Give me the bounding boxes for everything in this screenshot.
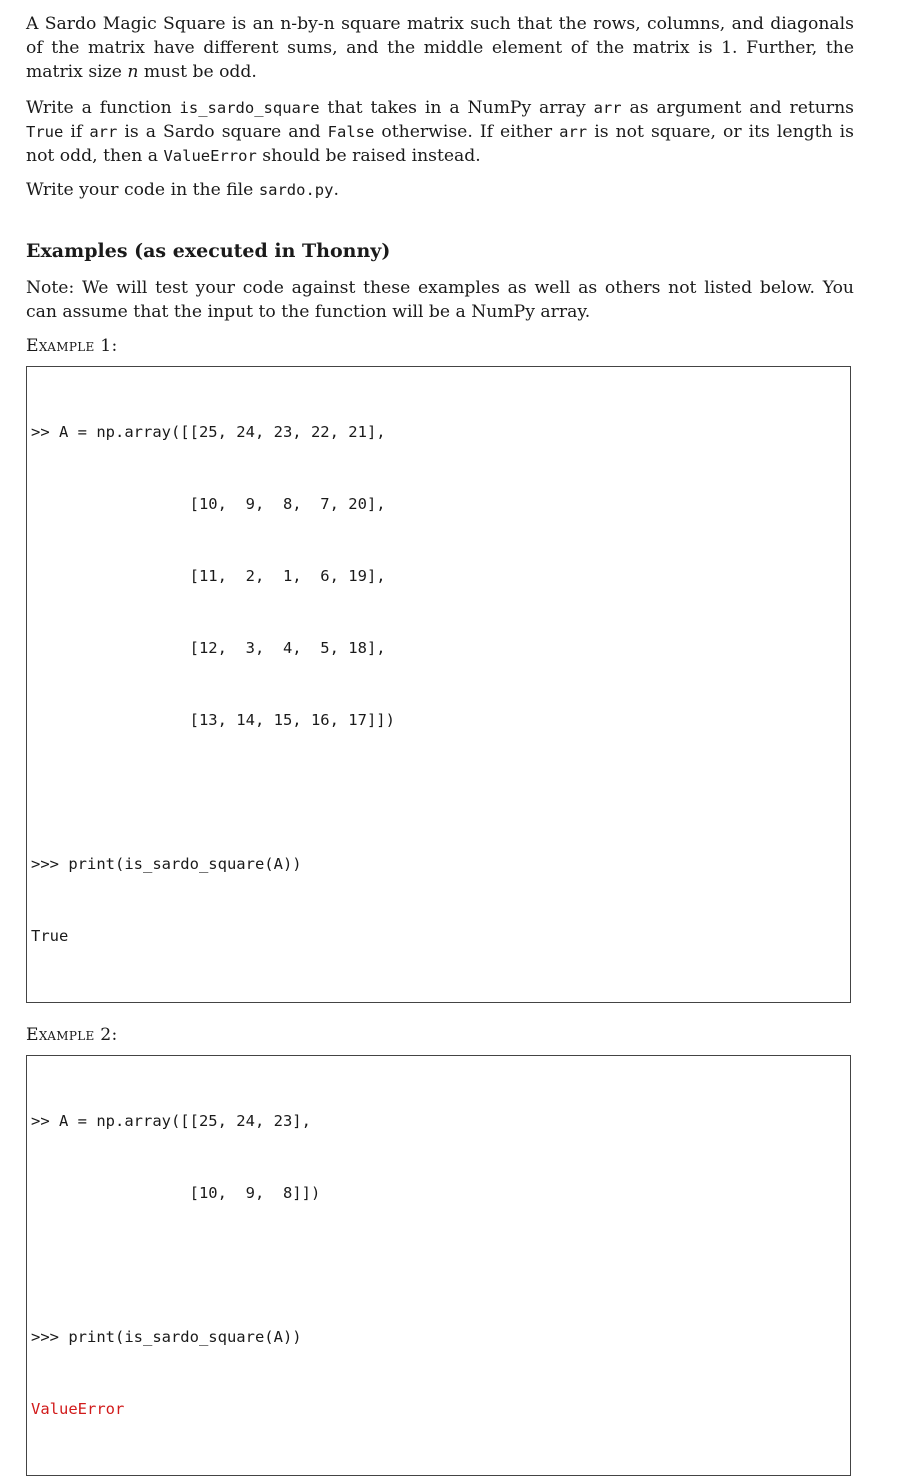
example-2-code-block (26, 1055, 851, 1476)
example-1-code-block (26, 366, 851, 1003)
file-instruction: Write your code in the file sardo.py. (26, 180, 339, 200)
code-line: [12, 3, 4, 5, 18], (31, 639, 386, 657)
examples-heading: Examples (as executed in Thonny) (26, 240, 391, 262)
code-line: [13, 14, 15, 16, 17]]) (31, 711, 395, 729)
example-1-label: Example 1: (26, 336, 118, 356)
examples-note: Note: We will test your code against these examples as well as others not listed below. You can assume that the input to the function will be a NumPy array. (26, 278, 854, 322)
code-line: >> A = np.array([[25, 24, 23, 22, 21], (31, 423, 386, 441)
arg-arr: arr (593, 99, 622, 117)
return-false: False (327, 123, 375, 141)
code-call-line: >>> print(is_sardo_square(A)) (31, 1328, 302, 1346)
file-name: sardo.py (258, 181, 334, 199)
blank-line (31, 780, 850, 804)
arg-arr: arr (89, 123, 118, 141)
arg-arr: arr (559, 123, 588, 141)
code-output: True (31, 927, 69, 945)
code-call-line: >>> print(is_sardo_square(A)) (31, 855, 302, 873)
intro-paragraph (26, 12, 854, 84)
value-error: ValueError (163, 147, 257, 165)
return-true: True (26, 123, 64, 141)
code-line: >> A = np.array([[25, 24, 23], (31, 1112, 311, 1130)
code-line: [10, 9, 8]]) (31, 1184, 321, 1202)
blank-line (31, 1253, 850, 1277)
code-line: [11, 2, 1, 6, 19], (31, 567, 386, 585)
intro-text-end: must be odd. (138, 62, 257, 82)
code-line: [10, 9, 8, 7, 20], (31, 495, 386, 513)
function-name: is_sardo_square (179, 99, 320, 117)
example-2-label: Example 2: (26, 1025, 118, 1045)
function-description: Write a function is_sardo_square that takes in a NumPy array arr as argument and returns True if arr is a Sardo square and False otherwise. If either arr is not square, or its length is not odd, then a ValueError should be raised instead. (26, 98, 855, 166)
problem-statement (26, 8, 854, 1476)
intro-text: A Sardo Magic Square is an n-by-n square matrix such that the rows, columns, and diagonals of the matrix have different sums, and the middle element of the matrix is 1. Further, the matrix size (26, 14, 854, 82)
code-error-output: ValueError (31, 1400, 125, 1418)
variable-n: n (127, 62, 139, 82)
